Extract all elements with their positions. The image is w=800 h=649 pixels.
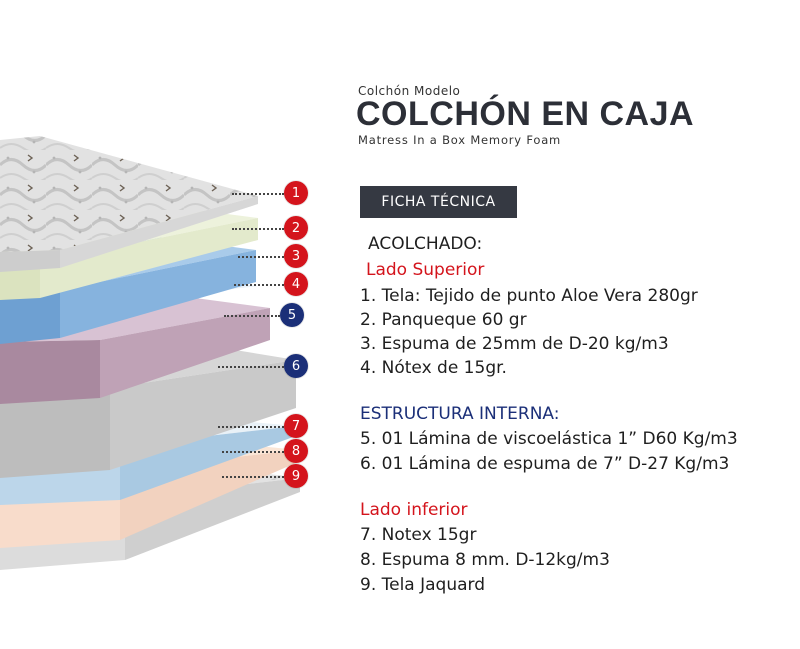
- spec-item-4: 4. Nótex de 15gr.: [360, 358, 507, 378]
- callout-leader-9: [222, 476, 284, 478]
- callout-badge-9: 9: [284, 464, 308, 488]
- lower-side-heading: Lado inferior: [360, 500, 468, 520]
- spec-item-1: 1. Tela: Tejido de punto Aloe Vera 280gr: [360, 286, 698, 306]
- callout-leader-2: [232, 228, 284, 230]
- callout-badge-7: 7: [284, 414, 308, 438]
- callout-leader-1: [232, 193, 284, 195]
- spec-item-6: 6. 01 Lámina de espuma de 7” D-27 Kg/m3: [360, 454, 730, 474]
- callout-badge-6: 6: [284, 354, 308, 378]
- padding-heading: ACOLCHADO:: [368, 234, 483, 254]
- upper-side-heading: Lado Superior: [366, 260, 485, 280]
- spec-item-5: 5. 01 Lámina de viscoelástica 1” D60 Kg/m3: [360, 429, 738, 449]
- callout-leader-8: [222, 451, 284, 453]
- callout-leader-3: [238, 256, 284, 258]
- callout-leader-5: [224, 315, 280, 317]
- product-subtitle: Matress In a Box Memory Foam: [358, 133, 562, 147]
- spec-item-9: 9. Tela Jaquard: [360, 575, 486, 595]
- callout-badge-1: 1: [284, 181, 308, 205]
- callout-badge-3: 3: [284, 244, 308, 268]
- callout-leader-7: [218, 426, 284, 428]
- tech-sheet-button[interactable]: FICHA TÉCNICA: [360, 186, 517, 218]
- product-title: COLCHÓN EN CAJA: [356, 95, 695, 133]
- callout-leader-4: [234, 284, 284, 286]
- spec-item-8: 8. Espuma 8 mm. D-12kg/m3: [360, 550, 610, 570]
- callout-leader-6: [218, 366, 284, 368]
- mattress-layers-illustration: [0, 0, 330, 649]
- internal-structure-heading: ESTRUCTURA INTERNA:: [360, 404, 560, 424]
- callout-badge-5: 5: [280, 303, 304, 327]
- callout-badge-2: 2: [284, 216, 308, 240]
- spec-item-2: 2. Panqueque 60 gr: [360, 310, 527, 330]
- callout-badge-8: 8: [284, 439, 308, 463]
- model-eyebrow: Colchón Modelo: [358, 84, 461, 98]
- spec-item-3: 3. Espuma de 25mm de D-20 kg/m3: [360, 334, 669, 354]
- callout-badge-4: 4: [284, 272, 308, 296]
- spec-item-7: 7. Notex 15gr: [360, 525, 477, 545]
